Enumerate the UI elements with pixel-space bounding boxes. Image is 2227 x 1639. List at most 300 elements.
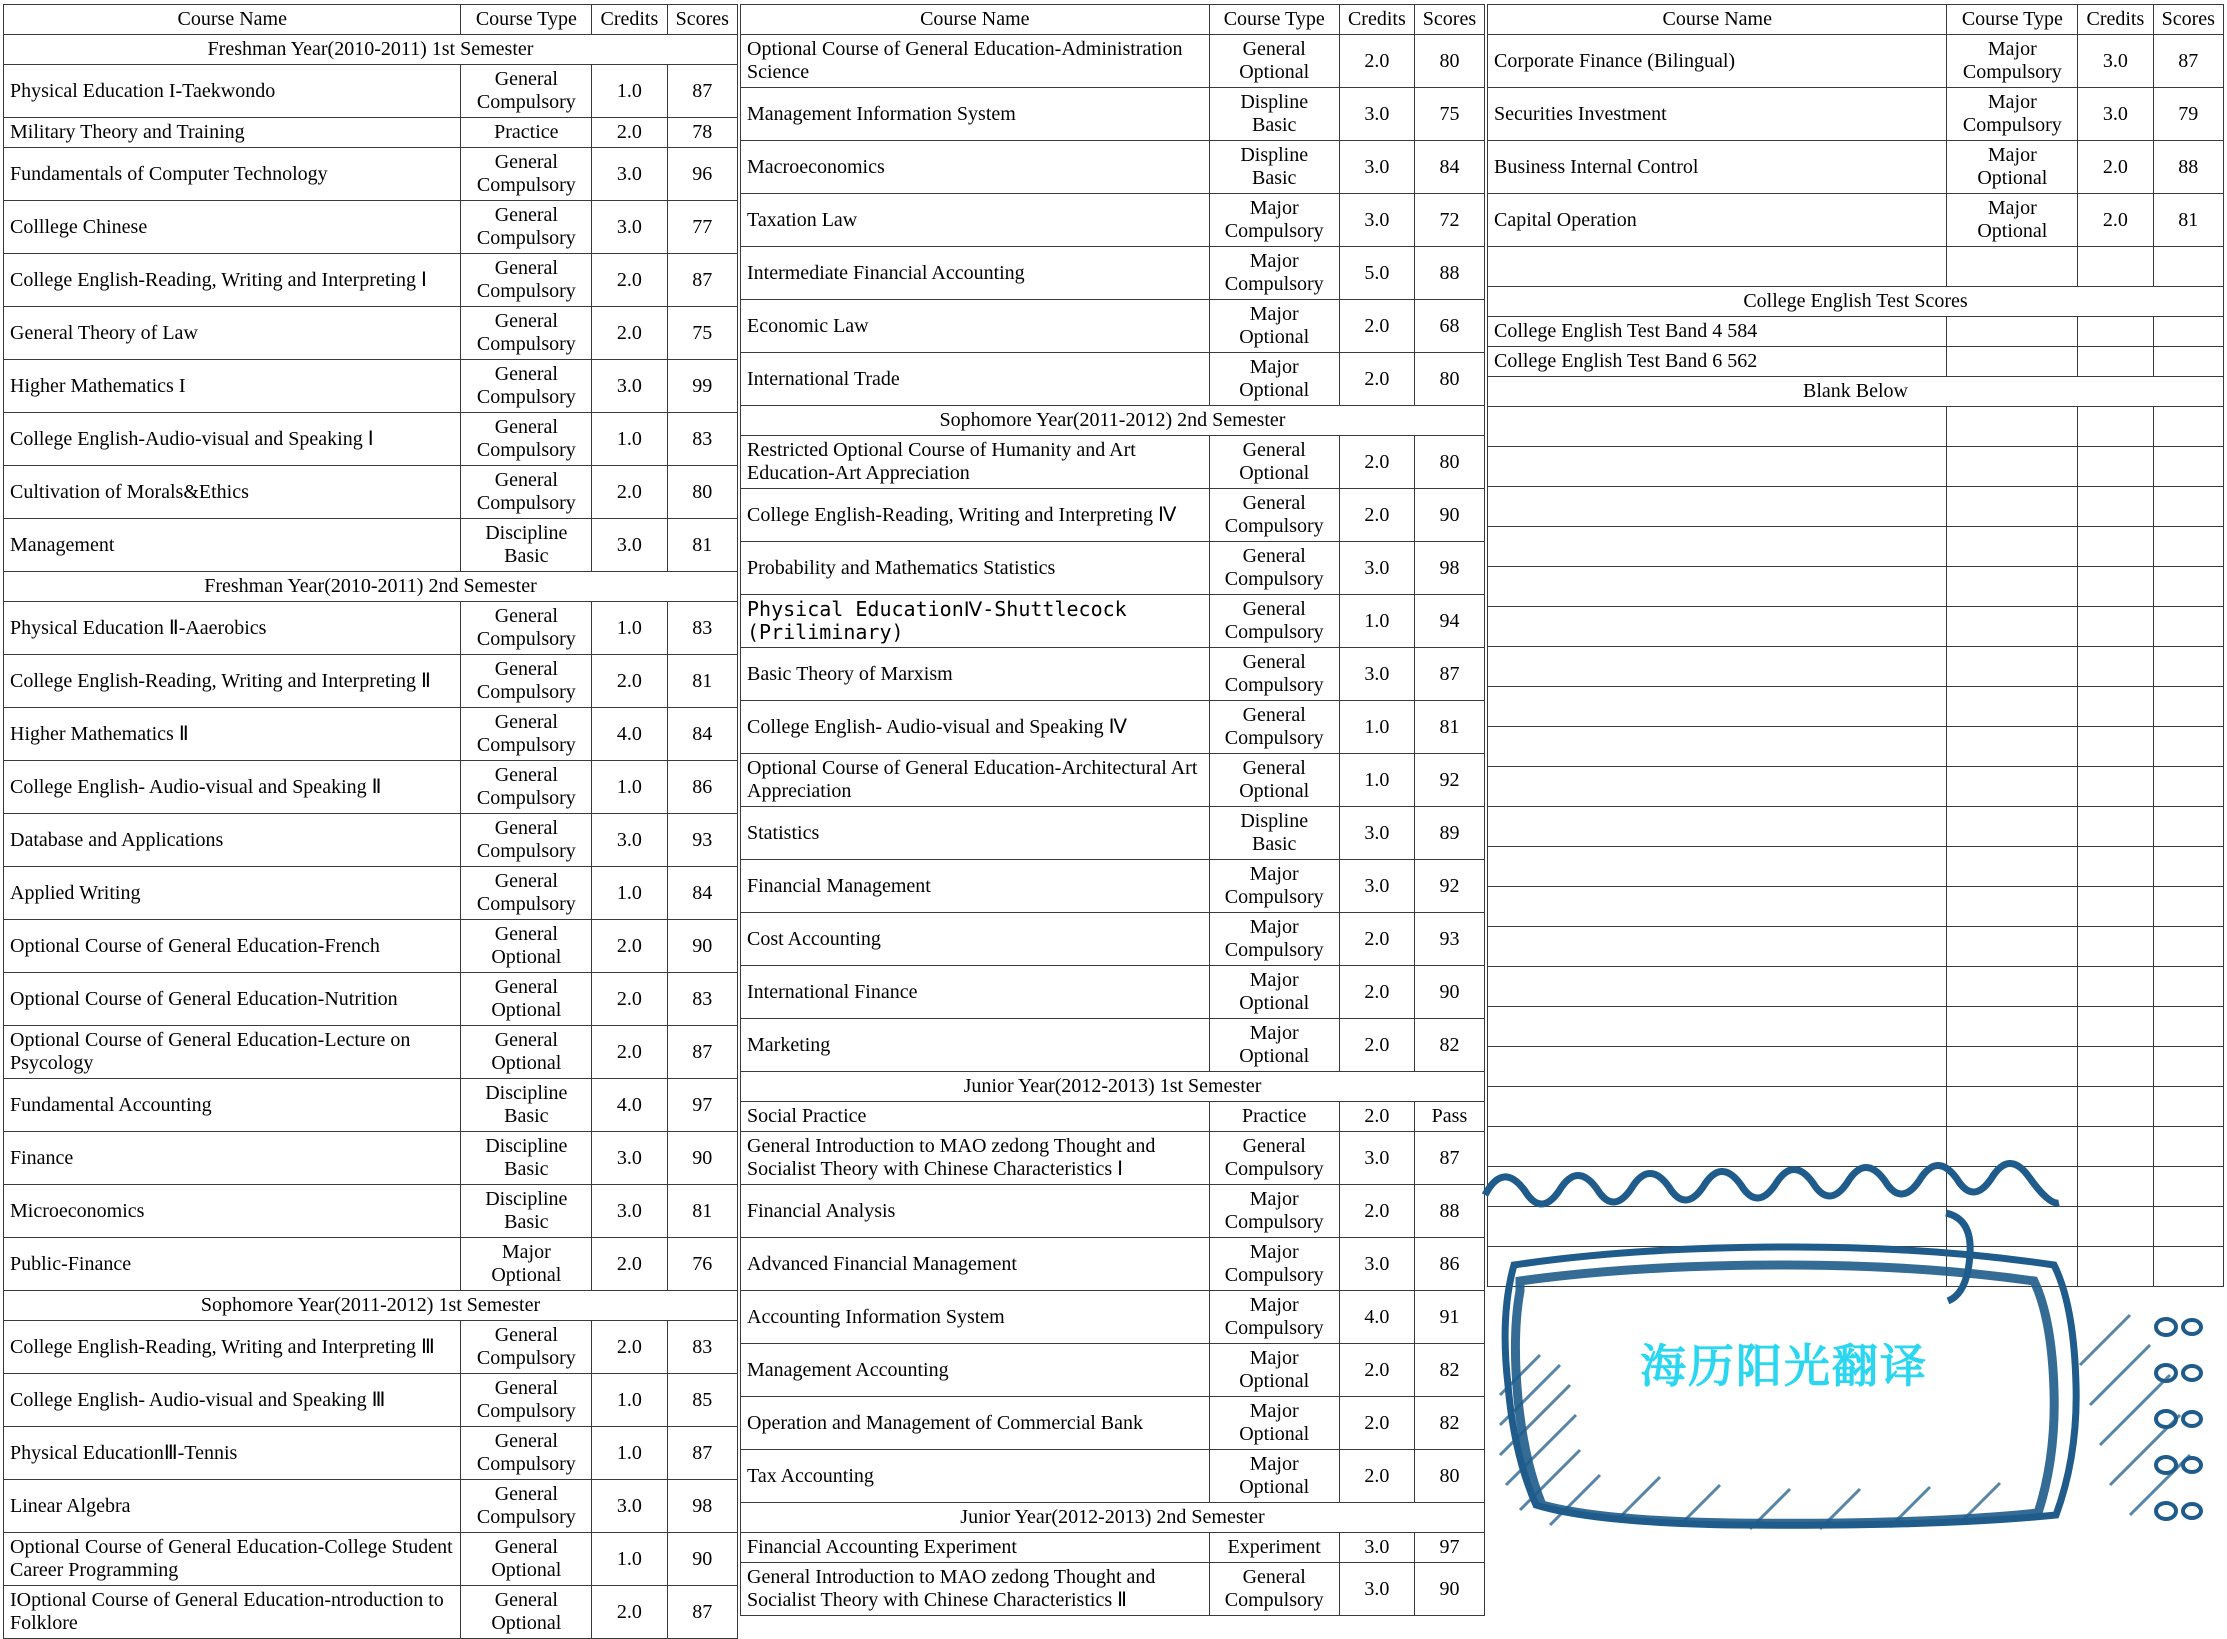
course-name-cell: Financial Management [741, 860, 1210, 913]
course-row [4, 148, 738, 201]
empty-row [1488, 727, 2224, 767]
credits-cell: 3.0 [2078, 35, 2153, 88]
course-name-cell [1488, 247, 1947, 287]
semester-section-row [4, 35, 738, 65]
course-row [741, 1019, 1485, 1072]
credits-cell: 2.0 [1339, 1397, 1414, 1450]
scores-cell [2153, 1007, 2223, 1047]
credits-cell: 2.0 [592, 307, 667, 360]
course-type-cell: Practice [461, 118, 592, 148]
course-row [4, 254, 738, 307]
semester-label: Freshman Year(2010-2011) 1st Semester [4, 35, 738, 65]
table-header-row [741, 5, 1485, 35]
scores-cell: 99 [667, 360, 737, 413]
course-name-cell: Linear Algebra [4, 1480, 461, 1533]
transcript-column-middle [740, 4, 1485, 1616]
course-row [741, 1238, 1485, 1291]
course-name-cell [1488, 1167, 1947, 1207]
credits-cell: 1.0 [592, 1533, 667, 1586]
credits-cell [2078, 1087, 2153, 1127]
scores-cell [2153, 927, 2223, 967]
course-type-cell: Major Compulsory [1209, 194, 1339, 247]
scores-cell [2153, 317, 2223, 347]
course-type-cell: Major Optional [1209, 1019, 1339, 1072]
scores-cell: 92 [1414, 860, 1484, 913]
course-name-cell: Basic Theory of Marxism [741, 648, 1210, 701]
course-type-cell: General Optional [1209, 754, 1339, 807]
course-row [4, 973, 738, 1026]
empty-row [1488, 407, 2224, 447]
course-row [1488, 88, 2224, 141]
semester-label: College English Test Scores [1488, 287, 2224, 317]
course-name-cell [1488, 967, 1947, 1007]
course-type-cell: General Compulsory [461, 708, 592, 761]
semester-section-row [4, 572, 738, 602]
course-row [4, 1533, 738, 1586]
course-type-cell: General Compulsory [461, 761, 592, 814]
credits-cell: 2.0 [1339, 300, 1414, 353]
course-row [4, 1026, 738, 1079]
credits-cell [2078, 447, 2153, 487]
credits-cell: 2.0 [592, 1026, 667, 1079]
course-type-cell: General Compulsory [1209, 1563, 1339, 1616]
credits-cell: 3.0 [1339, 648, 1414, 701]
course-type-cell: Major Optional [1947, 194, 2078, 247]
course-row [4, 761, 738, 814]
scores-cell [2153, 487, 2223, 527]
scores-cell: 90 [1414, 1563, 1484, 1616]
credits-cell: 2.0 [592, 118, 667, 148]
scores-cell: 86 [667, 761, 737, 814]
course-type-header: Course Type [1947, 5, 2078, 35]
credits-cell: 1.0 [592, 1427, 667, 1480]
course-name-cell: College English-Reading, Writing and Interpreting Ⅲ [4, 1321, 461, 1374]
scores-cell: 94 [1414, 595, 1484, 648]
course-type-cell: General Compulsory [1209, 542, 1339, 595]
course-name-cell: College English-Reading, Writing and Interpreting Ⅳ [741, 489, 1210, 542]
credits-cell: 3.0 [592, 360, 667, 413]
course-name-cell [1488, 527, 1947, 567]
course-name-cell: Statistics [741, 807, 1210, 860]
course-row [741, 1344, 1485, 1397]
course-name-cell: Fundamental Accounting [4, 1079, 461, 1132]
credits-cell: 3.0 [592, 814, 667, 867]
scores-cell: 87 [667, 254, 737, 307]
credits-cell [2078, 607, 2153, 647]
course-name-cell: Public-Finance [4, 1238, 461, 1291]
course-row [1488, 35, 2224, 88]
semester-label: Junior Year(2012-2013) 2nd Semester [741, 1503, 1485, 1533]
course-name-cell: Social Practice [741, 1102, 1210, 1132]
credits-cell [2078, 647, 2153, 687]
scores-cell: 87 [1414, 648, 1484, 701]
course-type-cell [1947, 767, 2078, 807]
credits-cell [2078, 567, 2153, 607]
course-name-cell: General Introduction to MAO zedong Thought and Socialist Theory with Chinese Characteristics Ⅰ [741, 1132, 1210, 1185]
credits-cell: 2.0 [1339, 489, 1414, 542]
scores-cell: 80 [1414, 35, 1484, 88]
course-type-cell: General Compulsory [461, 655, 592, 708]
credits-cell: 3.0 [1339, 1563, 1414, 1616]
credits-cell: 2.0 [1339, 436, 1414, 489]
scores-cell [2153, 567, 2223, 607]
empty-row [1488, 1207, 2224, 1247]
course-type-cell: Practice [1209, 1102, 1339, 1132]
course-type-cell: General Optional [461, 1533, 592, 1586]
course-row [4, 519, 738, 572]
scores-cell [2153, 967, 2223, 1007]
semester-label: Blank Below [1488, 377, 2224, 407]
course-type-cell [1947, 1207, 2078, 1247]
course-row [4, 814, 738, 867]
course-type-cell: Displine Basic [1209, 807, 1339, 860]
course-type-cell [1947, 447, 2078, 487]
course-type-cell: Displine Basic [1209, 141, 1339, 194]
course-name-cell: College English-Audio-visual and Speaking Ⅰ [4, 413, 461, 466]
scores-cell: 87 [667, 1026, 737, 1079]
scores-cell: 80 [667, 466, 737, 519]
scores-cell: 87 [667, 1427, 737, 1480]
course-row [4, 307, 738, 360]
course-row [1488, 317, 2224, 347]
scores-cell [2153, 1207, 2223, 1247]
scores-cell: 81 [667, 1185, 737, 1238]
course-type-cell: Major Compulsory [1209, 247, 1339, 300]
scores-cell: 80 [1414, 436, 1484, 489]
course-row [741, 1185, 1485, 1238]
course-row [741, 1533, 1485, 1563]
course-type-cell: Major Compulsory [1209, 1238, 1339, 1291]
empty-row [1488, 527, 2224, 567]
course-row [741, 353, 1485, 406]
scores-cell [2153, 1247, 2223, 1287]
scores-cell: 85 [667, 1374, 737, 1427]
course-type-cell [1947, 1087, 2078, 1127]
course-name-cell: Taxation Law [741, 194, 1210, 247]
course-name-header: Course Name [1488, 5, 1947, 35]
scores-cell: 77 [667, 201, 737, 254]
credits-cell: 3.0 [1339, 807, 1414, 860]
credits-cell: 3.0 [1339, 860, 1414, 913]
course-name-cell: Business Internal Control [1488, 141, 1947, 194]
credits-cell: 2.0 [1339, 1019, 1414, 1072]
course-row [741, 247, 1485, 300]
course-type-cell: General Compulsory [461, 1374, 592, 1427]
scores-cell [2153, 347, 2223, 377]
course-row [741, 300, 1485, 353]
course-type-cell [1947, 1247, 2078, 1287]
course-name-cell: Macroeconomics [741, 141, 1210, 194]
scores-cell: Pass [1414, 1102, 1484, 1132]
credits-cell: 3.0 [592, 148, 667, 201]
course-row [1488, 141, 2224, 194]
credits-cell: 2.0 [2078, 194, 2153, 247]
credits-cell [2078, 1247, 2153, 1287]
course-row [4, 360, 738, 413]
credits-cell: 2.0 [592, 1321, 667, 1374]
scores-cell: 90 [667, 1533, 737, 1586]
course-row [4, 466, 738, 519]
empty-row [1488, 607, 2224, 647]
course-type-cell [1947, 1127, 2078, 1167]
credits-cell: 2.0 [1339, 1102, 1414, 1132]
course-type-cell [1947, 247, 2078, 287]
table-header-row [4, 5, 738, 35]
credits-cell: 3.0 [1339, 141, 1414, 194]
course-name-header: Course Name [4, 5, 461, 35]
course-row [741, 1102, 1485, 1132]
course-row [4, 655, 738, 708]
course-row [4, 118, 738, 148]
scores-cell: 80 [1414, 1450, 1484, 1503]
empty-row [1488, 1007, 2224, 1047]
course-type-cell: Experiment [1209, 1533, 1339, 1563]
scores-cell: 83 [667, 602, 737, 655]
scores-cell [2153, 447, 2223, 487]
course-name-cell: Higher Mathematics I [4, 360, 461, 413]
credits-cell: 2.0 [2078, 141, 2153, 194]
course-name-cell: Management Accounting [741, 1344, 1210, 1397]
course-row [741, 1132, 1485, 1185]
scores-cell: 97 [1414, 1533, 1484, 1563]
course-type-cell: General Compulsory [461, 867, 592, 920]
course-row [4, 1480, 738, 1533]
course-type-cell: General Compulsory [1209, 1132, 1339, 1185]
course-name-cell: Management [4, 519, 461, 572]
course-name-cell: Physical Education Ⅱ-Aaerobics [4, 602, 461, 655]
empty-row [1488, 447, 2224, 487]
scores-cell: 82 [1414, 1397, 1484, 1450]
scores-cell: 88 [1414, 247, 1484, 300]
scores-cell: 80 [1414, 353, 1484, 406]
credits-cell [2078, 1047, 2153, 1087]
course-row [741, 754, 1485, 807]
course-type-cell: Discipline Basic [461, 1185, 592, 1238]
course-name-cell [1488, 887, 1947, 927]
empty-row [1488, 1047, 2224, 1087]
course-name-cell [1488, 487, 1947, 527]
course-name-cell: Cultivation of Morals&Ethics [4, 466, 461, 519]
scores-cell: 81 [2153, 194, 2223, 247]
semester-label: Junior Year(2012-2013) 1st Semester [741, 1072, 1485, 1102]
course-type-cell [1947, 847, 2078, 887]
course-type-cell: General Optional [461, 1026, 592, 1079]
transcript-column-left [3, 4, 738, 1639]
course-row [4, 413, 738, 466]
scores-cell: 89 [1414, 807, 1484, 860]
empty-row [1488, 807, 2224, 847]
scores-cell: 81 [1414, 701, 1484, 754]
semester-label: Freshman Year(2010-2011) 2nd Semester [4, 572, 738, 602]
course-name-cell: Optional Course of General Education-Administration Science [741, 35, 1210, 88]
course-type-cell: Major Compulsory [1209, 860, 1339, 913]
scores-cell [2153, 607, 2223, 647]
course-row [4, 1586, 738, 1639]
course-type-cell: General Compulsory [1209, 489, 1339, 542]
semester-section-row [741, 1072, 1485, 1102]
scores-cell: 68 [1414, 300, 1484, 353]
credits-cell: 3.0 [1339, 1238, 1414, 1291]
credits-cell [2078, 1167, 2153, 1207]
course-row [4, 1374, 738, 1427]
course-name-cell: Physical EducationⅣ-Shuttlecock (Priliminary) [741, 595, 1210, 648]
credits-cell: 1.0 [1339, 754, 1414, 807]
credits-cell: 1.0 [592, 413, 667, 466]
course-name-cell: Cost Accounting [741, 913, 1210, 966]
scores-cell: 79 [2153, 88, 2223, 141]
course-type-cell [1947, 567, 2078, 607]
course-type-cell: General Compulsory [461, 254, 592, 307]
course-type-cell [1947, 1007, 2078, 1047]
course-type-cell: Major Compulsory [1209, 913, 1339, 966]
credits-cell: 2.0 [592, 466, 667, 519]
course-name-cell [1488, 847, 1947, 887]
credits-cell: 3.0 [1339, 1132, 1414, 1185]
course-name-cell: Optional Course of General Education-Lecture on Psycology [4, 1026, 461, 1079]
course-name-cell: Management Information System [741, 88, 1210, 141]
scores-cell [2153, 527, 2223, 567]
course-type-cell: General Compulsory [461, 148, 592, 201]
credits-cell: 1.0 [1339, 701, 1414, 754]
course-type-cell: Major Optional [1209, 1450, 1339, 1503]
credits-cell: 1.0 [1339, 595, 1414, 648]
semester-section-row [1488, 287, 2224, 317]
course-type-cell: Major Optional [1209, 353, 1339, 406]
semester-section-row [4, 1291, 738, 1321]
credits-cell: 3.0 [1339, 542, 1414, 595]
course-row [741, 913, 1485, 966]
course-name-cell: College English Test Band 4 584 [1488, 317, 1947, 347]
course-name-cell: Advanced Financial Management [741, 1238, 1210, 1291]
credits-cell: 2.0 [1339, 35, 1414, 88]
course-type-cell: General Optional [461, 920, 592, 973]
course-name-cell: Fundamentals of Computer Technology [4, 148, 461, 201]
course-row [4, 65, 738, 118]
scores-cell: 92 [1414, 754, 1484, 807]
course-name-cell: Restricted Optional Course of Humanity and Art Education-Art Appreciation [741, 436, 1210, 489]
course-type-cell: General Compulsory [461, 201, 592, 254]
course-name-cell: Operation and Management of Commercial Bank [741, 1397, 1210, 1450]
credits-cell [2078, 1207, 2153, 1247]
credits-cell: 1.0 [592, 867, 667, 920]
credits-cell: 3.0 [592, 519, 667, 572]
credits-cell: 2.0 [592, 920, 667, 973]
course-name-cell: Accounting Information System [741, 1291, 1210, 1344]
credits-cell [2078, 407, 2153, 447]
scores-cell: 72 [1414, 194, 1484, 247]
credits-cell: 3.0 [1339, 88, 1414, 141]
course-name-cell: College English-Reading, Writing and Interpreting Ⅱ [4, 655, 461, 708]
empty-row [1488, 887, 2224, 927]
credits-header: Credits [2078, 5, 2153, 35]
course-type-cell: General Compulsory [1209, 595, 1339, 648]
scores-cell [2153, 1087, 2223, 1127]
course-name-cell [1488, 1207, 1947, 1247]
course-row [4, 867, 738, 920]
scores-cell [2153, 767, 2223, 807]
course-name-cell: Military Theory and Training [4, 118, 461, 148]
course-type-cell: Major Compulsory [1947, 88, 2078, 141]
course-type-cell [1947, 407, 2078, 447]
scores-cell: 83 [667, 973, 737, 1026]
empty-row [1488, 1247, 2224, 1287]
course-row [741, 489, 1485, 542]
course-name-cell [1488, 767, 1947, 807]
course-name-cell: Optional Course of General Education-Nutrition [4, 973, 461, 1026]
scores-cell: 90 [1414, 489, 1484, 542]
credits-cell: 3.0 [1339, 194, 1414, 247]
scores-cell: 84 [667, 867, 737, 920]
course-name-cell: Physical Education I-Taekwondo [4, 65, 461, 118]
scores-cell: 87 [1414, 1132, 1484, 1185]
scores-cell: 84 [1414, 141, 1484, 194]
course-type-cell: General Optional [461, 1586, 592, 1639]
credits-cell: 1.0 [592, 1374, 667, 1427]
course-row [4, 1185, 738, 1238]
course-type-cell: Discipline Basic [461, 1079, 592, 1132]
credits-cell [2078, 847, 2153, 887]
course-type-cell: General Optional [1209, 35, 1339, 88]
credits-cell: 2.0 [592, 254, 667, 307]
scores-cell: 81 [667, 655, 737, 708]
empty-row [1488, 567, 2224, 607]
course-name-cell: Marketing [741, 1019, 1210, 1072]
semester-label: Sophomore Year(2011-2012) 1st Semester [4, 1291, 738, 1321]
course-name-cell [1488, 1007, 1947, 1047]
course-type-cell: General Optional [461, 973, 592, 1026]
course-type-cell [1947, 647, 2078, 687]
course-row [741, 1450, 1485, 1503]
scores-cell [2153, 727, 2223, 767]
course-type-cell [1947, 807, 2078, 847]
course-type-cell: General Compulsory [461, 1480, 592, 1533]
course-type-cell: General Compulsory [461, 814, 592, 867]
scores-cell: 75 [1414, 88, 1484, 141]
scores-cell: 88 [2153, 141, 2223, 194]
scores-cell [2153, 1167, 2223, 1207]
credits-cell: 3.0 [592, 1480, 667, 1533]
course-name-cell [1488, 447, 1947, 487]
course-row [4, 602, 738, 655]
course-type-cell [1947, 527, 2078, 567]
course-row [4, 1079, 738, 1132]
course-type-cell: Major Compulsory [1209, 1291, 1339, 1344]
scores-cell: 98 [667, 1480, 737, 1533]
empty-row [1488, 687, 2224, 727]
credits-cell [2078, 767, 2153, 807]
course-name-cell: College English Test Band 6 562 [1488, 347, 1947, 377]
credits-cell: 3.0 [592, 1185, 667, 1238]
course-name-cell: Microeconomics [4, 1185, 461, 1238]
course-row [1488, 347, 2224, 377]
scores-cell: 98 [1414, 542, 1484, 595]
course-name-cell: College English- Audio-visual and Speaking Ⅳ [741, 701, 1210, 754]
course-type-cell: Discipline Basic [461, 519, 592, 572]
course-row [741, 194, 1485, 247]
course-type-cell [1947, 927, 2078, 967]
course-type-cell [1947, 1167, 2078, 1207]
scores-header: Scores [2153, 5, 2223, 35]
course-row [741, 542, 1485, 595]
course-type-cell: Displine Basic [1209, 88, 1339, 141]
course-type-cell [1947, 607, 2078, 647]
course-type-cell: General Optional [1209, 436, 1339, 489]
course-row [741, 807, 1485, 860]
course-name-cell: College English- Audio-visual and Speaking Ⅱ [4, 761, 461, 814]
course-name-cell: Optional Course of General Education-College Student Career Programming [4, 1533, 461, 1586]
course-type-cell [1947, 1047, 2078, 1087]
course-row [741, 966, 1485, 1019]
